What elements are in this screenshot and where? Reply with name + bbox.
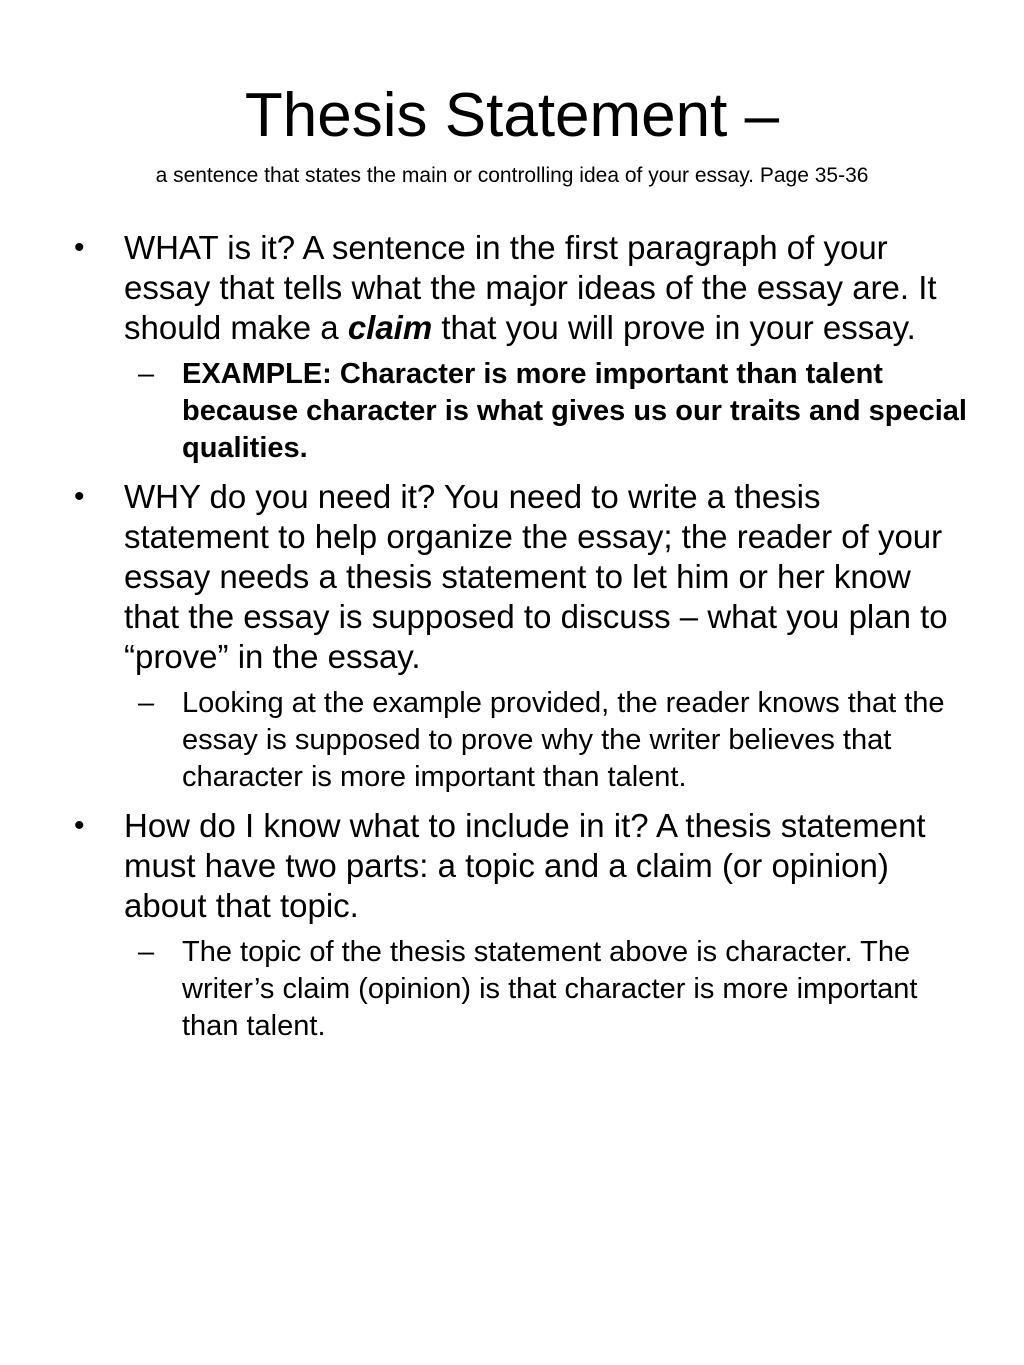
bullet-what-text: [124, 228, 972, 348]
bullet-how: [72, 806, 972, 926]
sub-bullet-example: [122, 356, 972, 467]
sub-bullet-marker: –: [138, 687, 155, 719]
sub-bullet-marker: –: [138, 358, 155, 390]
slide-title: Thesis Statement –: [244, 81, 780, 150]
claim-emphasis: claim: [347, 309, 433, 346]
title-block: [40, 78, 984, 190]
sub-bullet-marker: –: [138, 936, 155, 968]
bullet-why: [72, 477, 972, 677]
sub-bullet-topic-text: The topic of the thesis statement above is character. The writer’s claim (opinion) is that character is more important than talent.: [182, 936, 918, 1042]
bullet-marker: •: [74, 231, 85, 264]
slide-subtitle: a sentence that states the main or controlling idea of your essay. Page 35-36: [155, 164, 869, 187]
bullet-why-text: WHY do you need it? You need to write a thesis statement to help organize the essay; the reader of your essay needs a thesis statement to let him or her know that the essay is supposed to discuss – what you plan to “prove” in the essay.: [124, 478, 948, 675]
sub-bullet-topic: [122, 934, 972, 1045]
bullet-marker: •: [74, 809, 85, 842]
bullet-what: [72, 228, 972, 348]
sub-bullet-looking-text: Looking at the example provided, the reader knows that the essay is supposed to prove why the writer believes that character is more important than talent.: [182, 687, 945, 793]
bullet-how-text: How do I know what to include in it? A thesis statement must have two parts: a topic and a claim (or opinion) about that topic.: [124, 807, 926, 924]
sub-bullet-looking: [122, 685, 972, 796]
slide-body: [72, 228, 972, 1055]
bullet-marker: •: [74, 480, 85, 513]
bullet-what-text-start: WHAT is it? A sentence in the first paragraph of your essay that tells what the major ideas of the essay are. It should make a: [124, 229, 937, 346]
bullet-what-text-end: that you will prove in your essay.: [432, 309, 916, 346]
sub-bullet-example-text: EXAMPLE: Character is more important than talent because character is what gives us our traits and special qualities.: [182, 358, 967, 464]
